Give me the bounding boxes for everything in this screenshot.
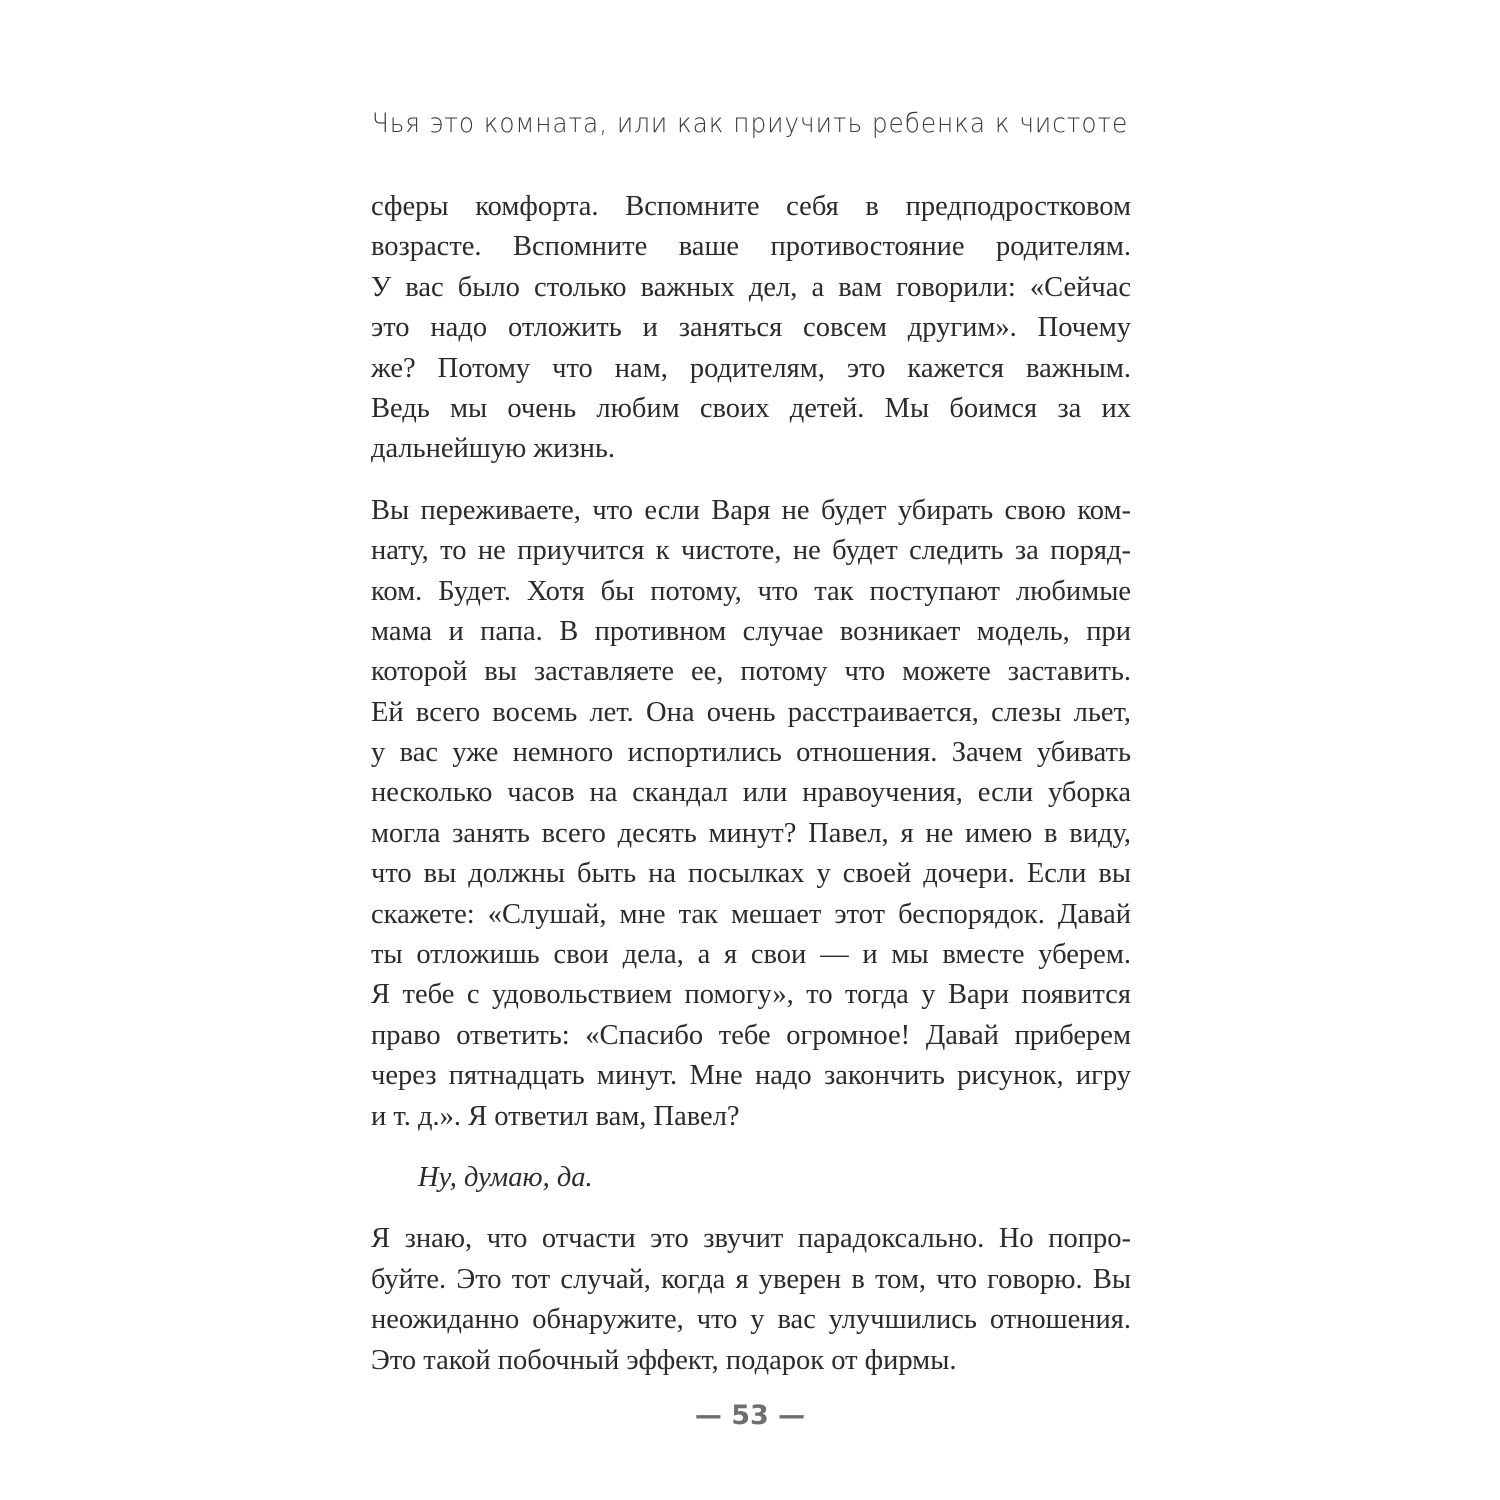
paragraph-2 [371, 491, 1131, 1137]
text-line: Это такой побочный эффект, подарок от фирмы. [371, 1344, 957, 1376]
running-head: Чья это комната, или как приучить ребенка к чистоте [371, 108, 1129, 139]
text-line: Ведь мы очень любим своих детей. Мы боимся за их [371, 392, 1131, 424]
text-line: что вы должны быть на посылках у своей дочери. Если вы [371, 858, 1131, 890]
text-line: несколько часов на скандал или нравоучения, если уборка [371, 777, 1131, 809]
text-line: же? Потому что нам, родителям, это кажется важным. [371, 352, 1131, 384]
text-line: Я тебе с удовольствием помогу», то тогда у Вари появится [371, 979, 1131, 1011]
text-line: ты отложишь свои дела, а я свои — и мы вместе уберем. [371, 939, 1131, 971]
paragraph-1 [371, 187, 1131, 470]
text-line: нату, то не приучится к чистоте, не будет следить за поряд- [371, 535, 1131, 567]
text-line: Вы переживаете, что если Варя не будет убирать свою ком- [371, 494, 1131, 526]
text-line: возрасте. Вспомните ваше противостояние родителям. [371, 231, 1131, 263]
text-line: дальнейшую жизнь. [371, 433, 615, 465]
text-line: У вас было столько важных дел, а вам говорили: «Сейчас [371, 271, 1131, 303]
text-line: сферы комфорта. Вспомните себя в предподростковом [371, 191, 1131, 222]
text-line: могла занять всего десять минут? Павел, я не имею в виду, [371, 817, 1131, 849]
paragraph-3 [371, 1219, 1131, 1381]
text-line: буйте. Это тот случай, когда я уверен в том, что говорю. Вы [371, 1263, 1131, 1295]
text-line: право ответить: «Спасибо тебе огромное! Давай приберем [371, 1019, 1131, 1051]
text-line: которой вы заставляете ее, потому что можете заставить. [371, 656, 1131, 688]
text-line: скажете: «Слушай, мне так мешает этот беспорядок. Давай [371, 898, 1131, 930]
text-line: и т. д.». Я ответил вам, Павел? [371, 1100, 740, 1132]
text-line: неожиданно обнаружите, что у вас улучшились отношения. [371, 1304, 1131, 1336]
page-number: — 53 — [694, 1400, 806, 1431]
text-line: Ей всего восемь лет. Она очень расстраивается, слезы льет, [371, 696, 1131, 728]
text-line: мама и папа. В противном случае возникает модель, при [371, 615, 1131, 647]
text-line: у вас уже немного испортились отношения. Зачем убивать [371, 737, 1131, 769]
text-line: через пятнадцать минут. Мне надо закончить рисунок, игру [371, 1060, 1131, 1092]
text-line: ком. Будет. Хотя бы потому, что так поступают любимые [371, 575, 1131, 607]
text-line: Я знаю, что отчасти это звучит парадоксально. Но попро- [371, 1223, 1131, 1255]
body-text [371, 187, 1131, 1381]
reply-line: Ну, думаю, да. [418, 1161, 593, 1193]
text-line: это надо отложить и заняться совсем другим». Почему [371, 312, 1131, 344]
